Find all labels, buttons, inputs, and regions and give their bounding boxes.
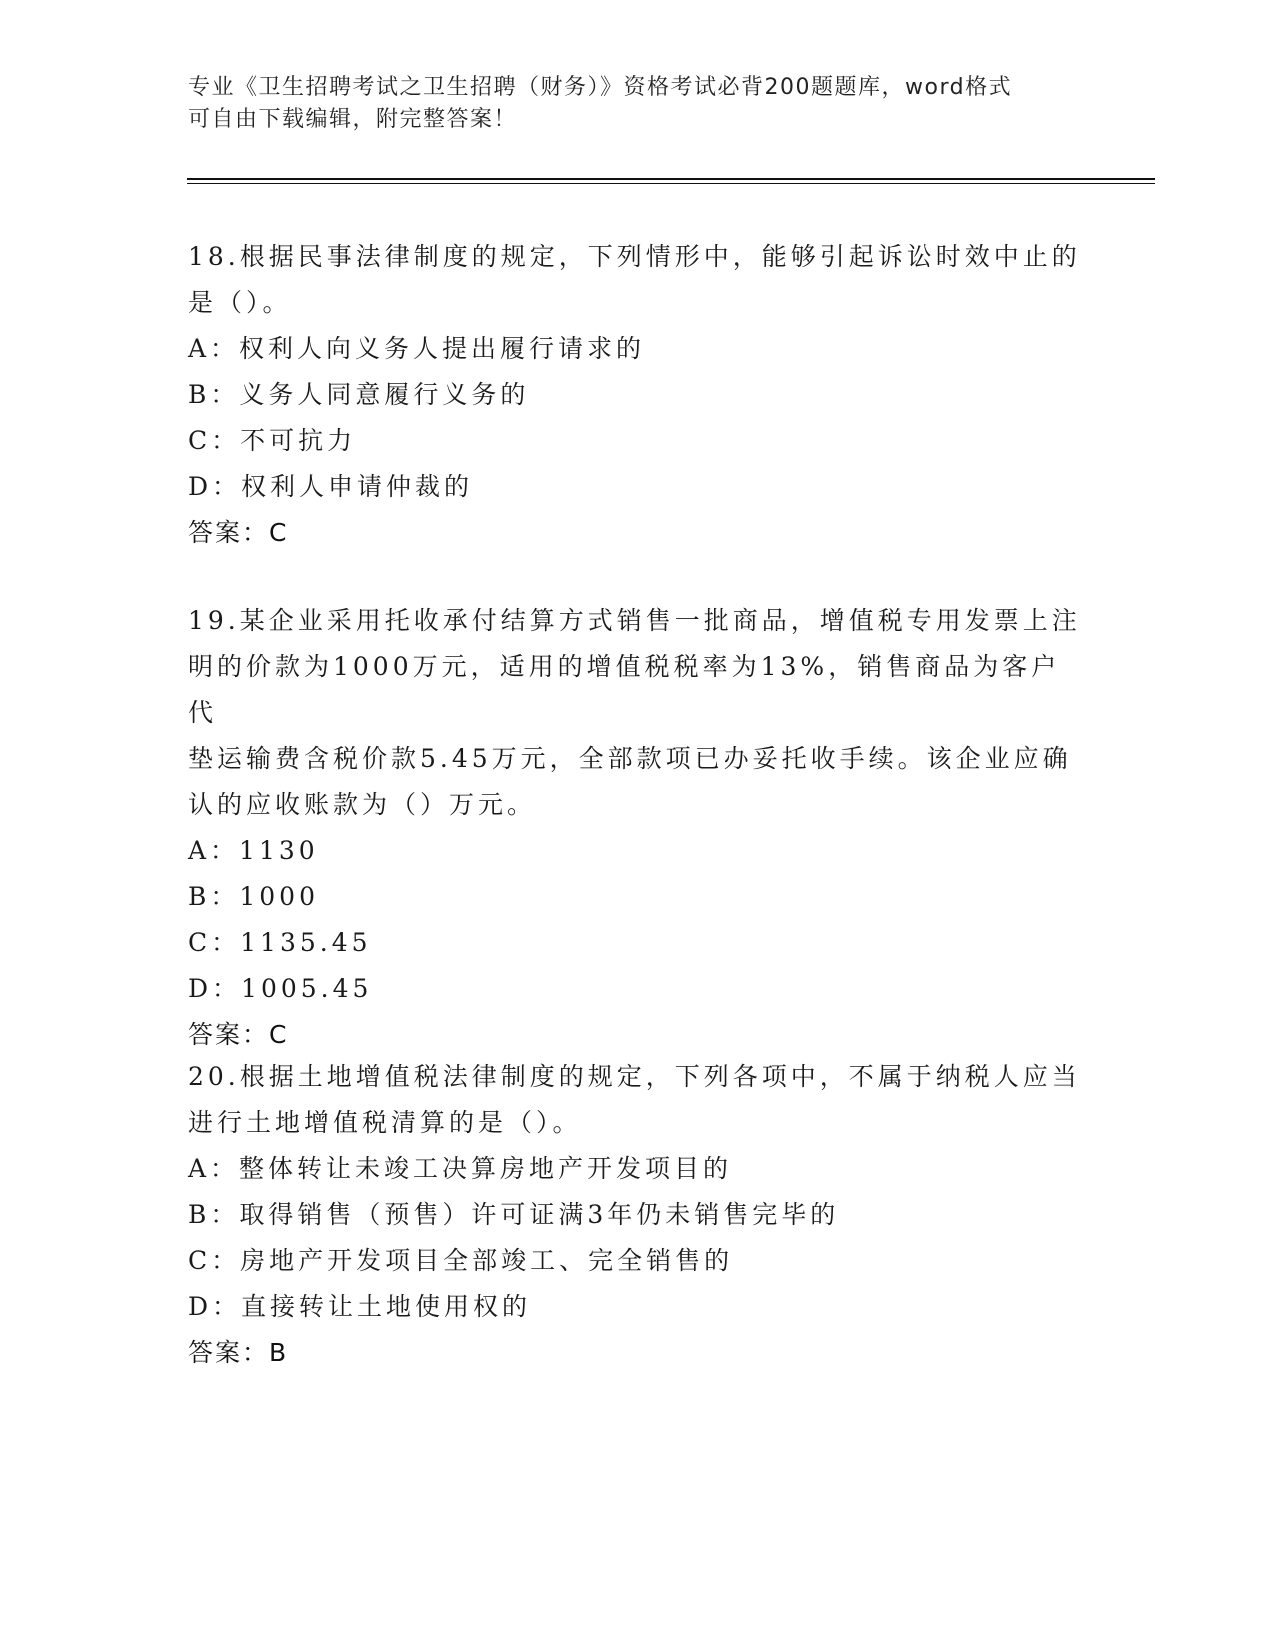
question-stem-line: 垫运输费含税价款5.45万元，全部款项已办妥托收手续。该企业应确 <box>188 744 1072 773</box>
question-stem-line: 18.根据民事法律制度的规定，下列情形中，能够引起诉讼时效中止的 <box>188 242 1081 271</box>
option-b: B：义务人同意履行义务的 <box>188 380 530 409</box>
question-stem-line: 20.根据土地增值税法律制度的规定，下列各项中，不属于纳税人应当 <box>188 1062 1081 1091</box>
header-line-1: 专业《卫生招聘考试之卫生招聘（财务）》资格考试必背200题题库，word格式 <box>188 75 1013 100</box>
option-c: C：1135.45 <box>188 928 372 957</box>
option-d: D：权利人申请仲裁的 <box>188 472 474 501</box>
document-header <box>188 72 1068 136</box>
question-stem-line: 19.某企业采用托收承付结算方式销售一批商品，增值税专用发票上注 <box>188 606 1081 635</box>
header-divider-thick <box>187 178 1155 180</box>
header-divider-thin <box>187 183 1155 184</box>
question-19 <box>188 598 1088 1058</box>
question-stem-line: 进行土地增值税清算的是（）。 <box>188 1108 582 1137</box>
header-line-2: 可自由下载编辑，附完整答案！ <box>188 107 518 132</box>
question-stem-line: 是（）。 <box>188 288 292 317</box>
option-c: C：房地产开发项目全部竣工、完全销售的 <box>188 1246 734 1275</box>
question-stem-line: 明的价款为1000万元，适用的增值税税率为13%，销售商品为客户代 <box>188 652 1061 727</box>
answer-line: 答案：C <box>188 1020 289 1049</box>
answer-line: 答案：B <box>188 1338 289 1367</box>
question-18 <box>188 234 1088 556</box>
option-c: C：不可抗力 <box>188 426 357 455</box>
option-d: D：直接转让土地使用权的 <box>188 1292 532 1321</box>
option-d: D：1005.45 <box>188 974 373 1003</box>
option-a: A：权利人向义务人提出履行请求的 <box>188 334 646 363</box>
option-a: A：1130 <box>188 836 319 865</box>
option-b: B：1000 <box>188 882 319 911</box>
question-20 <box>188 1054 1088 1376</box>
option-b: B：取得销售（预售）许可证满3年仍未销售完毕的 <box>188 1200 840 1229</box>
question-stem-line: 认的应收账款为（）万元。 <box>188 790 537 819</box>
answer-line: 答案：C <box>188 518 289 547</box>
option-a: A：整体转让未竣工决算房地产开发项目的 <box>188 1154 733 1183</box>
